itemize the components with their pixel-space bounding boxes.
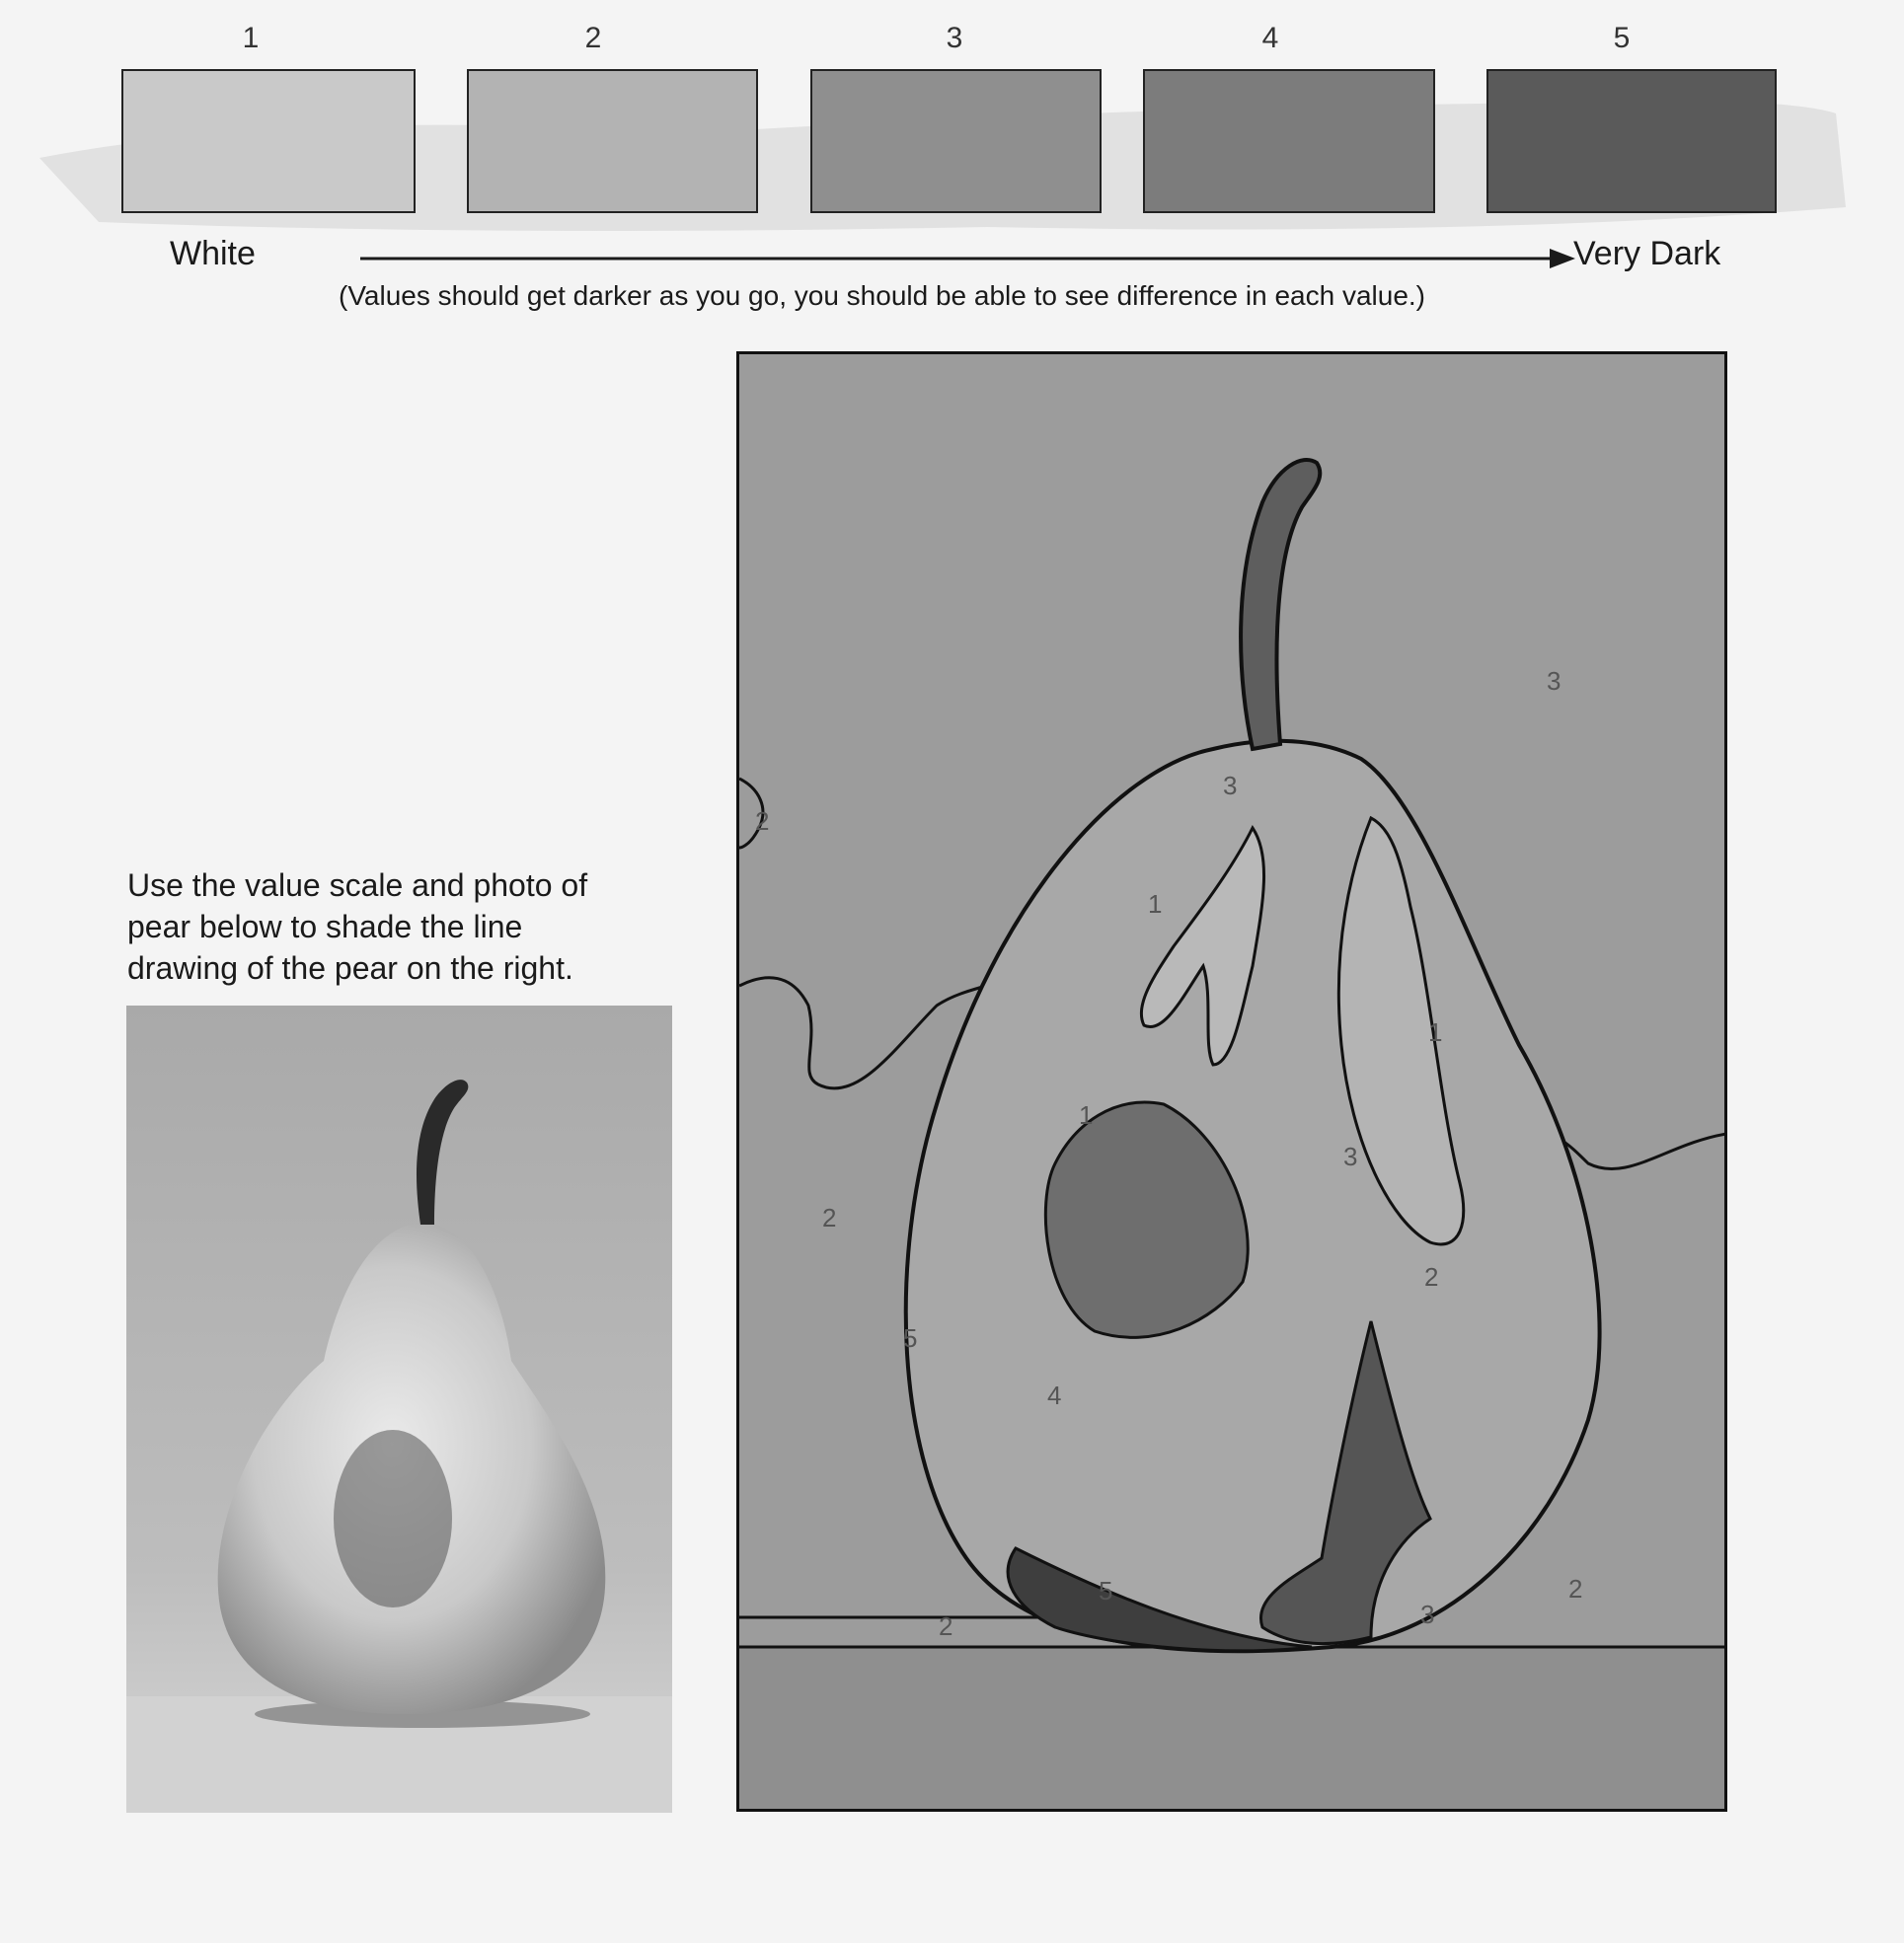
zone-number: 2 <box>755 806 770 836</box>
scale-number-3: 3 <box>946 22 963 54</box>
zone-number: 3 <box>1420 1600 1435 1629</box>
zone-number: 2 <box>822 1203 837 1233</box>
value-box-2 <box>467 69 758 213</box>
value-box-1 <box>121 69 416 213</box>
zone-number: 4 <box>1047 1381 1062 1410</box>
zone-number: 3 <box>1343 1142 1358 1171</box>
scale-end-label: Very Dark <box>1573 235 1721 272</box>
scale-arrow <box>355 247 1579 270</box>
instructions-line-2: pear below to shade the line <box>127 909 523 944</box>
zone-number: 3 <box>1547 666 1561 696</box>
instructions-line-3: drawing of the pear on the right. <box>127 950 573 986</box>
value-box-5 <box>1486 69 1777 213</box>
zone-number: 3 <box>1223 771 1238 800</box>
reference-pear-photo <box>126 1006 672 1813</box>
instructions-line-1: Use the value scale and photo of <box>127 867 588 903</box>
scale-number-2: 2 <box>584 22 602 54</box>
scale-start-label: White <box>170 235 256 272</box>
zone-number: 1 <box>1428 1017 1443 1047</box>
scale-number-5: 5 <box>1613 22 1631 54</box>
value-box-3 <box>810 69 1102 213</box>
scale-number-4: 4 <box>1261 22 1279 54</box>
scale-number-1: 1 <box>242 22 260 54</box>
zone-number: 1 <box>1079 1100 1094 1130</box>
pear-line-drawing <box>736 351 1727 1812</box>
zone-number: 2 <box>939 1611 953 1641</box>
value-box-4 <box>1143 69 1435 213</box>
zone-number: 5 <box>903 1323 918 1353</box>
scale-note: (Values should get darker as you go, you should be able to see difference in each value.) <box>339 280 1426 311</box>
zone-number: 2 <box>1424 1262 1439 1292</box>
zone-number: 2 <box>1568 1574 1583 1604</box>
zone-number: 5 <box>1099 1576 1113 1606</box>
zone-number: 1 <box>1148 889 1163 919</box>
instructions <box>127 864 680 989</box>
pear-photo-image <box>126 1006 672 1813</box>
